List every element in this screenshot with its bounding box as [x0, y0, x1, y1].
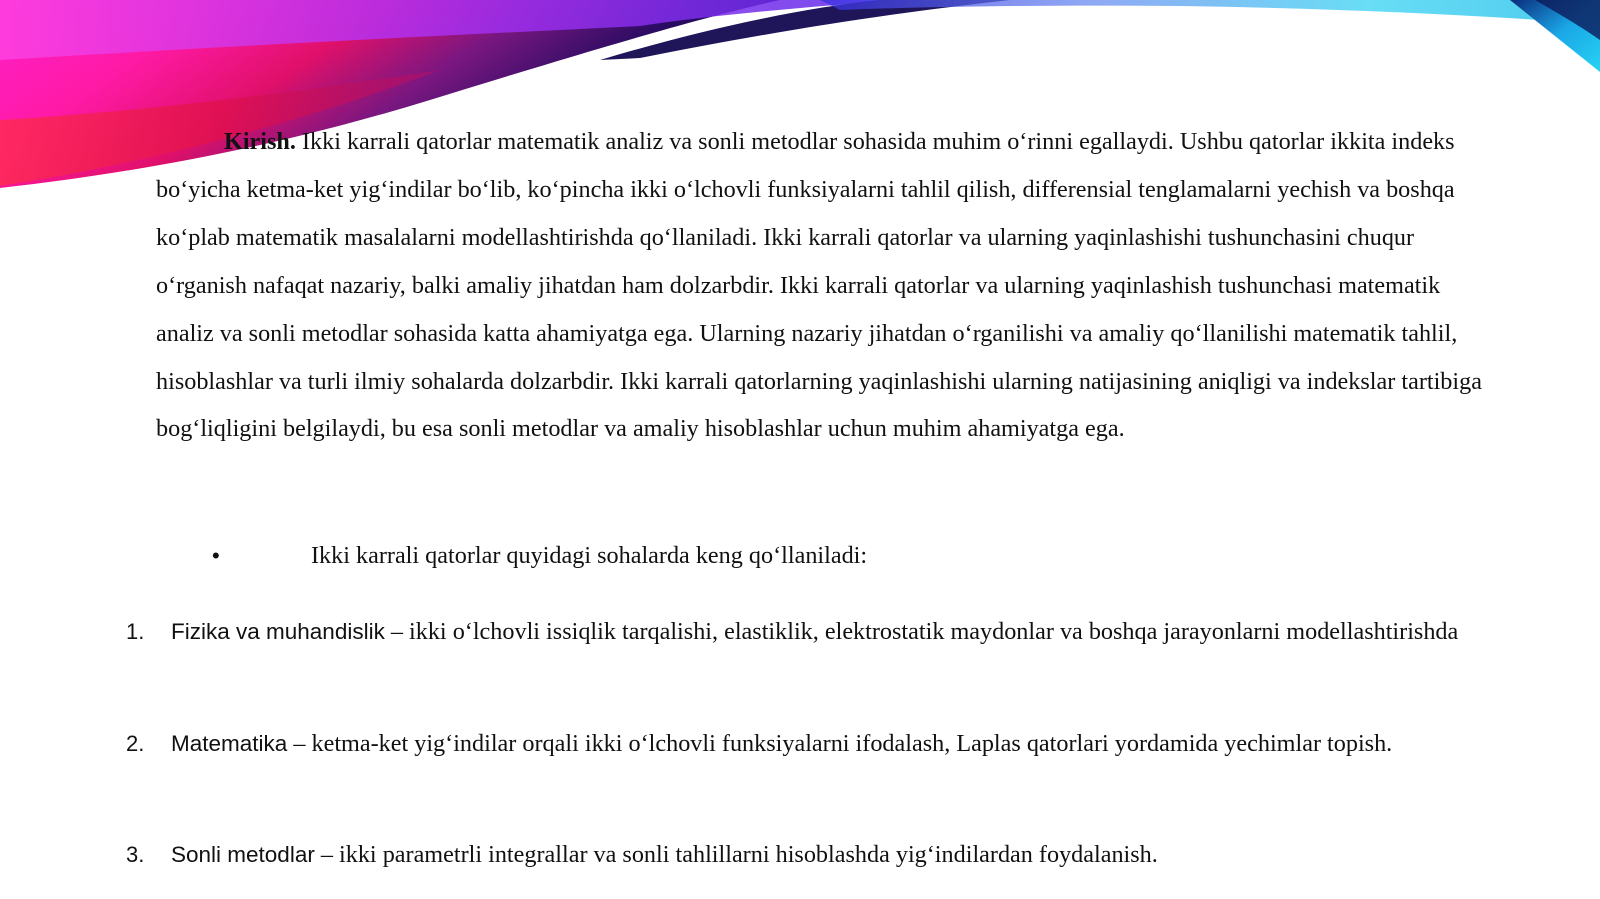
intro-paragraph: [156, 118, 1502, 453]
list-item-body: [171, 720, 1502, 768]
intro-lead: Kirish.: [224, 128, 296, 155]
bullet-icon: •: [212, 543, 220, 568]
list-item-number: 1.: [126, 619, 145, 644]
list-item-text: – ikki o‘lchovli issiqlik tarqalishi, elastiklik, elektrostatik maydonlar va boshqa jarayonlarni modellashtirishda: [384, 618, 1459, 645]
list-item-text: – ketma-ket yig‘indilar orqali ikki o‘lchovli funksiyalarni ifodalash, Laplas qatorlari yordamida yechimlar topish.: [287, 730, 1393, 757]
list-item-title: Sonli metodlar: [171, 842, 315, 867]
list-item-body: [171, 608, 1502, 656]
intro-text: Ikki karrali qatorlar matematik analiz va sonli metodlar sohasida muhim o‘rinni egallaydi. Ushbu qatorlar ikkita indeks bo‘yicha ketma-ket yig‘indilar bo‘lib, ko‘pincha ikki o‘lchovli funksiyalarni tahlil qilish, differensial tenglamalarni yechish va boshqa ko‘plab matematik masalalarni modellashtirishda qo‘llaniladi. Ikki karrali qatorlar va ularning yaqinlashishi tushunchasini chuqur o‘rganish nafaqat nazariy, balki amaliy jihatdan ham dolzarbdir. Ikki karrali qatorlar va ularning yaqinlashish tushunchasi matematik analiz va sonli metodlar sohasida katta ahamiyatga ega. Ularning nazariy jihatdan o‘rganilishi va amaliy qo‘llanilishi matematik tahlil, hisoblashlar va turli ilmiy sohalarda dolzarbdir. Ikki karrali qatorlarning yaqinlashishi ularning natijasining aniqligi va indekslar tartibiga bog‘liqligini belgilaydi, bu esa sonli metodlar va amaliy hisoblashlar uchun muhim ahamiyatga ega.: [156, 128, 1482, 443]
list-item-title: Matematika: [171, 731, 288, 756]
list-item-title: Fizika va muhandislik: [171, 619, 385, 644]
list-item-body: [171, 831, 1502, 879]
list-item-number: 2.: [126, 731, 145, 756]
bullet-line: [0, 532, 1600, 580]
list-item-text: – ikki parametrli integrallar va sonli tahlillarni hisoblashda yig‘indilardan foydalanish.: [314, 841, 1158, 868]
list-item-number: 3.: [126, 842, 145, 867]
bullet-text: Ikki karrali qatorlar quyidagi sohalarda keng qo‘llaniladi:: [311, 542, 868, 569]
